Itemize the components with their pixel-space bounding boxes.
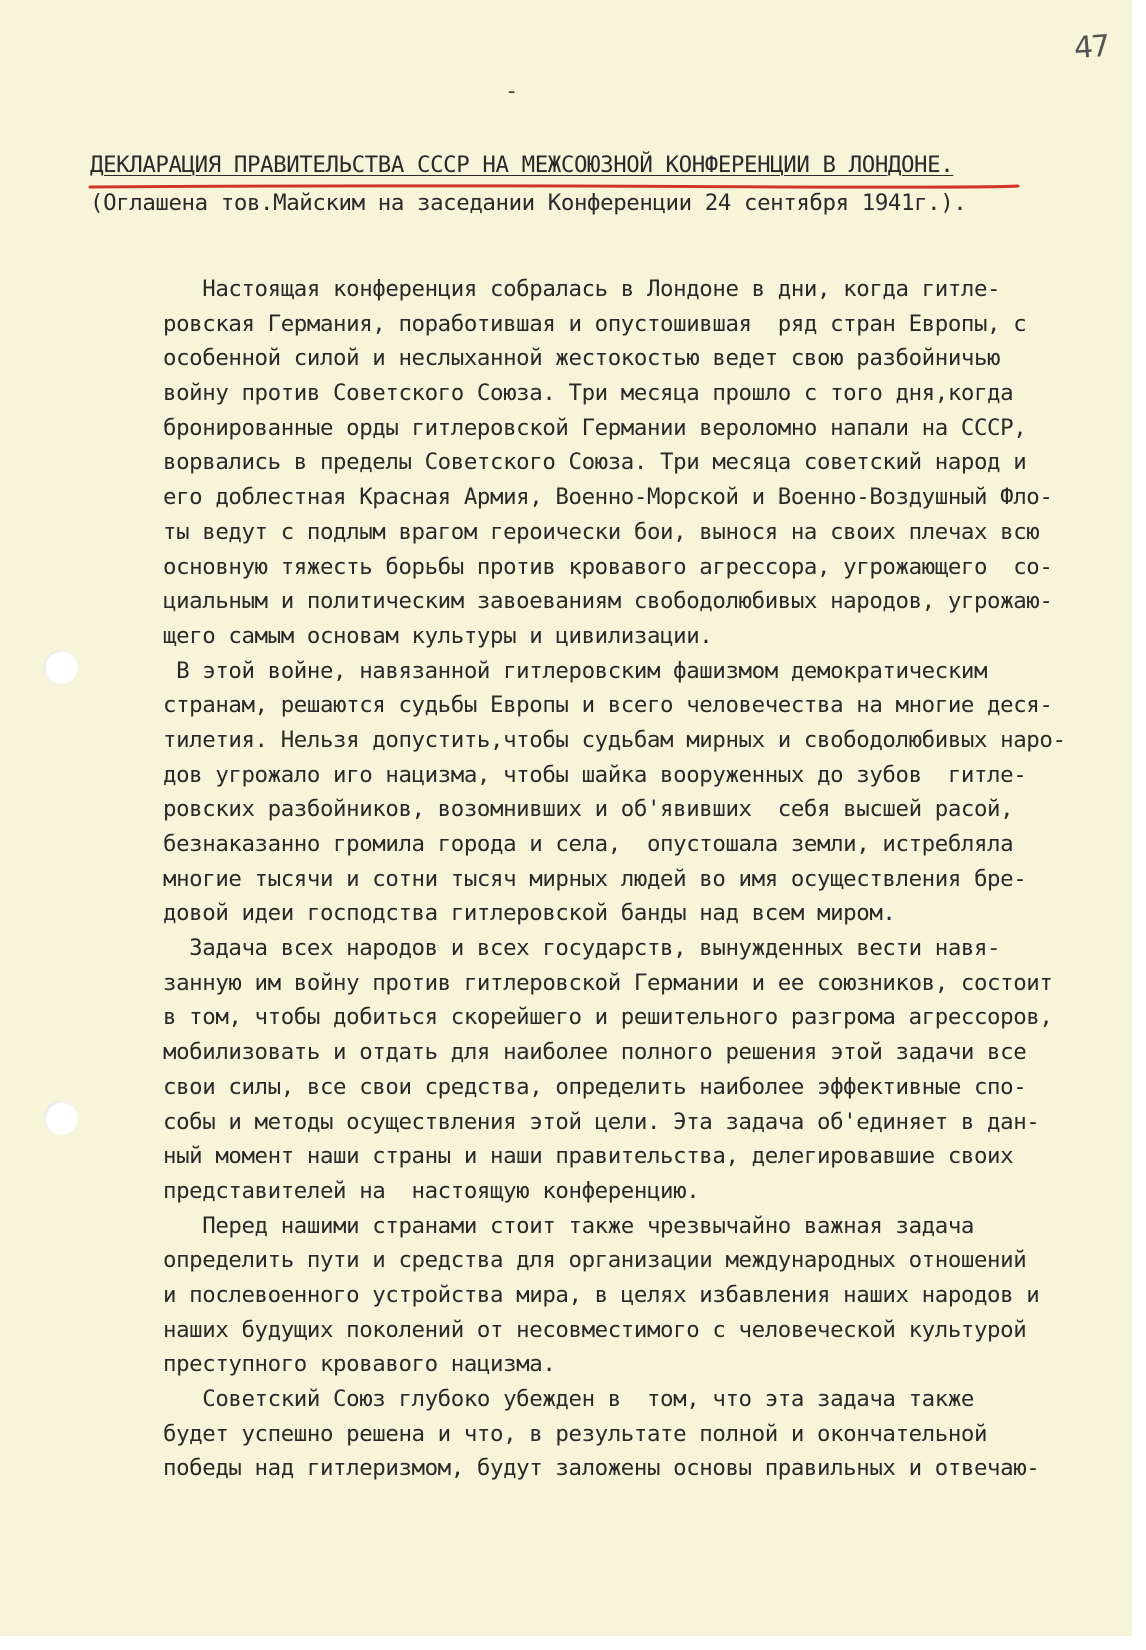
body-text-line: многие тысячи и сотни тысяч мирных людей во имя осуществления бре-: [163, 865, 1027, 892]
body-text-line: ный момент наши страны и наши правительства, делегировавшие своих: [163, 1143, 1014, 1170]
body-text-line: его доблестная Красная Армия, Военно-Морской и Военно-Воздушный Фло-: [163, 484, 1053, 511]
body-text-line: основную тяжесть борьбы против кровавого агрессора, угрожающего со-: [163, 553, 1053, 580]
body-text-line: определить пути и средства для организации международных отношений: [163, 1247, 1027, 1274]
body-text-line: циальным и политическим завоеваниям свободолюбивых народов, угрожаю-: [163, 588, 1053, 615]
body-text-line: щего самым основам культуры и цивилизации.: [163, 622, 713, 649]
red-pencil-underline: [88, 184, 1020, 189]
body-text-line: странам, решаются судьбы Европы и всего человечества на многие деся-: [163, 692, 1053, 719]
document-subtitle: (Оглашена тов.Майским на заседании Конференции 24 сентября 1941г.).: [90, 190, 967, 216]
body-text-line: ровских разбойников, возомнивших и об'явивших себя высшей расой,: [163, 796, 1014, 823]
body-text-line: Перед нашими странами стоит также чрезвычайно важная задача: [163, 1212, 974, 1239]
body-text-line: войну против Советского Союза. Три месяца прошло с того дня,когда: [163, 380, 1014, 407]
punch-hole: [44, 650, 78, 684]
page-number: 47: [1072, 28, 1110, 67]
body-text-line: тилетия. Нельзя допустить,чтобы судьбам мирных и свободолюбивых наро-: [163, 726, 1066, 753]
body-text-line: Задача всех народов и всех государств, вынужденных вести навя-: [163, 935, 1001, 962]
body-text-line: Настоящая конференция собралась в Лондоне в дни, когда гитле-: [163, 276, 1001, 302]
body-text-line: мобилизовать и отдать для наиболее полного решения этой задачи все: [163, 1039, 1027, 1066]
body-text-line: довой идеи господства гитлеровской банды над всем миром.: [163, 900, 896, 927]
document-body: [163, 272, 1123, 1486]
body-text-line: свои силы, все свои средства, определить наиболее эффективные спо-: [163, 1073, 1027, 1100]
document-title: ДЕКЛАРАЦИЯ ПРАВИТЕЛЬСТВА СССР НА МЕЖСОЮЗНОЙ КОНФЕРЕНЦИИ В ЛОНДОНЕ.: [90, 152, 954, 178]
body-text-line: дов угрожало иго нацизма, чтобы шайка вооруженных до зубов гитле-: [163, 761, 1027, 788]
body-text-line: представителей на настоящую конференцию.: [163, 1177, 700, 1204]
body-text-line: занную им войну против гитлеровской Германии и ее союзников, состоит: [163, 969, 1053, 996]
body-text-line: собы и методы осуществления этой цели. Эта задача об'единяет в дан-: [163, 1108, 1040, 1135]
body-text-line: Советский Союз глубоко убежден в том, что эта задача также: [163, 1386, 974, 1412]
body-text-line: ты ведут с подлым врагом героически бои, вынося на своих плечах всю: [163, 518, 1040, 545]
body-text-line: в том, чтобы добиться скорейшего и решительного разгрома агрессоров,: [163, 1004, 1053, 1031]
body-text-line: особенной силой и неслыханной жестокостью ведет свою разбойничью: [163, 345, 1001, 372]
body-text-line: ворвались в пределы Советского Союза. Три месяца советский народ и: [163, 449, 1027, 476]
body-text-line: будет успешно решена и что, в результате полной и окончательной: [163, 1420, 988, 1447]
body-text-line: бронированные орды гитлеровской Германии вероломно напали на СССР,: [163, 414, 1027, 441]
body-text-line: безнаказанно громила города и села, опустошала земли, истребляла: [163, 831, 1014, 857]
page-dash-mark: -: [505, 79, 519, 104]
body-text-line: победы над гитлеризмом, будут заложены основы правильных и отвечаю-: [163, 1455, 1040, 1482]
body-text-line: преступного кровавого нацизма.: [163, 1351, 556, 1378]
body-text-line: и послевоенного устройства мира, в целях избавления наших народов и: [163, 1281, 1040, 1308]
body-text-line: В этой войне, навязанной гитлеровским фашизмом демократическим: [163, 657, 988, 684]
body-text-line: ровская Германия, поработившая и опустошившая ряд стран Европы, с: [163, 310, 1027, 337]
punch-hole: [44, 1101, 78, 1135]
body-text-line: наших будущих поколений от несовместимого с человеческой культурой: [163, 1316, 1027, 1343]
